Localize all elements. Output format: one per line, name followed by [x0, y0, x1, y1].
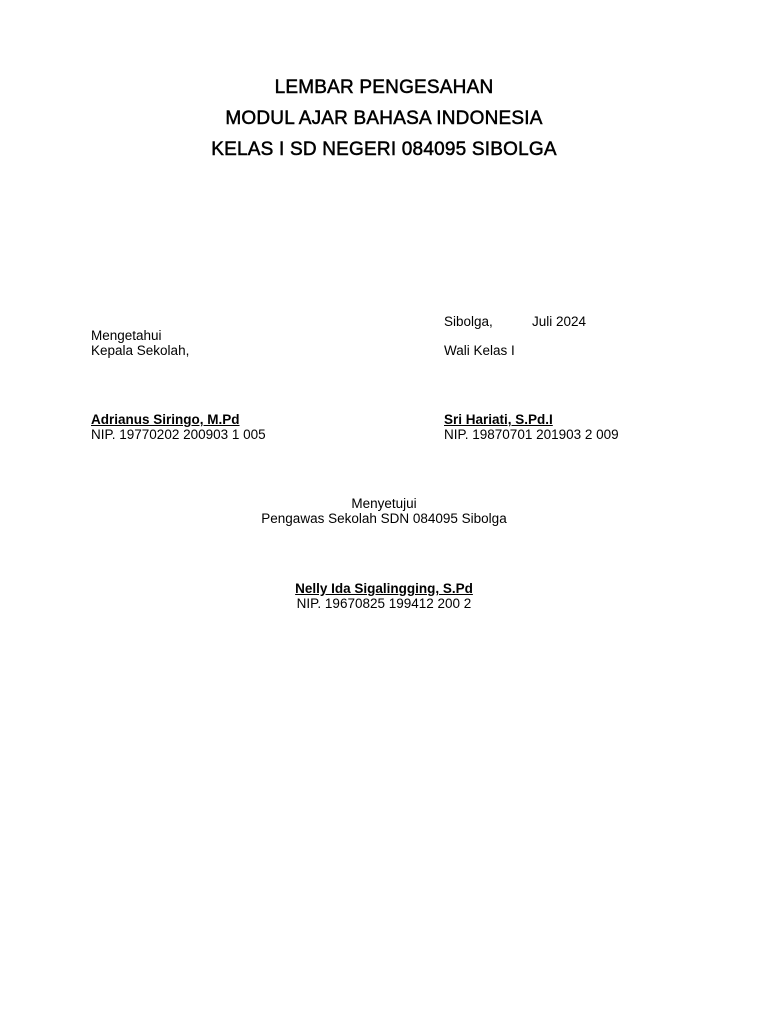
- title-line-2: MODUL AJAR BAHASA INDONESIA: [225, 108, 543, 129]
- approve-label: Menyetujui: [351, 496, 417, 511]
- left-signatory-name: Adrianus Siringo, M.Pd: [91, 412, 240, 427]
- document-title: [0, 72, 768, 165]
- acknowledge-label: Mengetahui: [91, 328, 162, 343]
- title-line-1: LEMBAR PENGESAHAN: [274, 77, 494, 98]
- title-line-3: KELAS I SD NEGERI 084095 SIBOLGA: [211, 139, 557, 160]
- date-value: Juli 2024: [532, 314, 587, 329]
- date-place: Sibolga,: [444, 314, 493, 329]
- bottom-signatory-nip: NIP. 19670825 199412 200 2: [296, 596, 472, 611]
- bottom-signatory-name-wrap: [0, 581, 768, 596]
- right-signatory-name: Sri Hariati, S.Pd.I: [444, 412, 553, 427]
- left-signatory-role: Kepala Sekolah,: [91, 343, 190, 358]
- right-signatory-role: Wali Kelas I: [444, 343, 515, 358]
- right-signatory-nip: NIP. 19870701 201903 2 009: [444, 427, 619, 442]
- bottom-signatory-role: Pengawas Sekolah SDN 084095 Sibolga: [261, 511, 507, 526]
- bottom-signatory-name: Nelly Ida Sigalingging, S.Pd: [295, 581, 473, 596]
- left-signatory-nip: NIP. 19770202 200903 1 005: [91, 427, 266, 442]
